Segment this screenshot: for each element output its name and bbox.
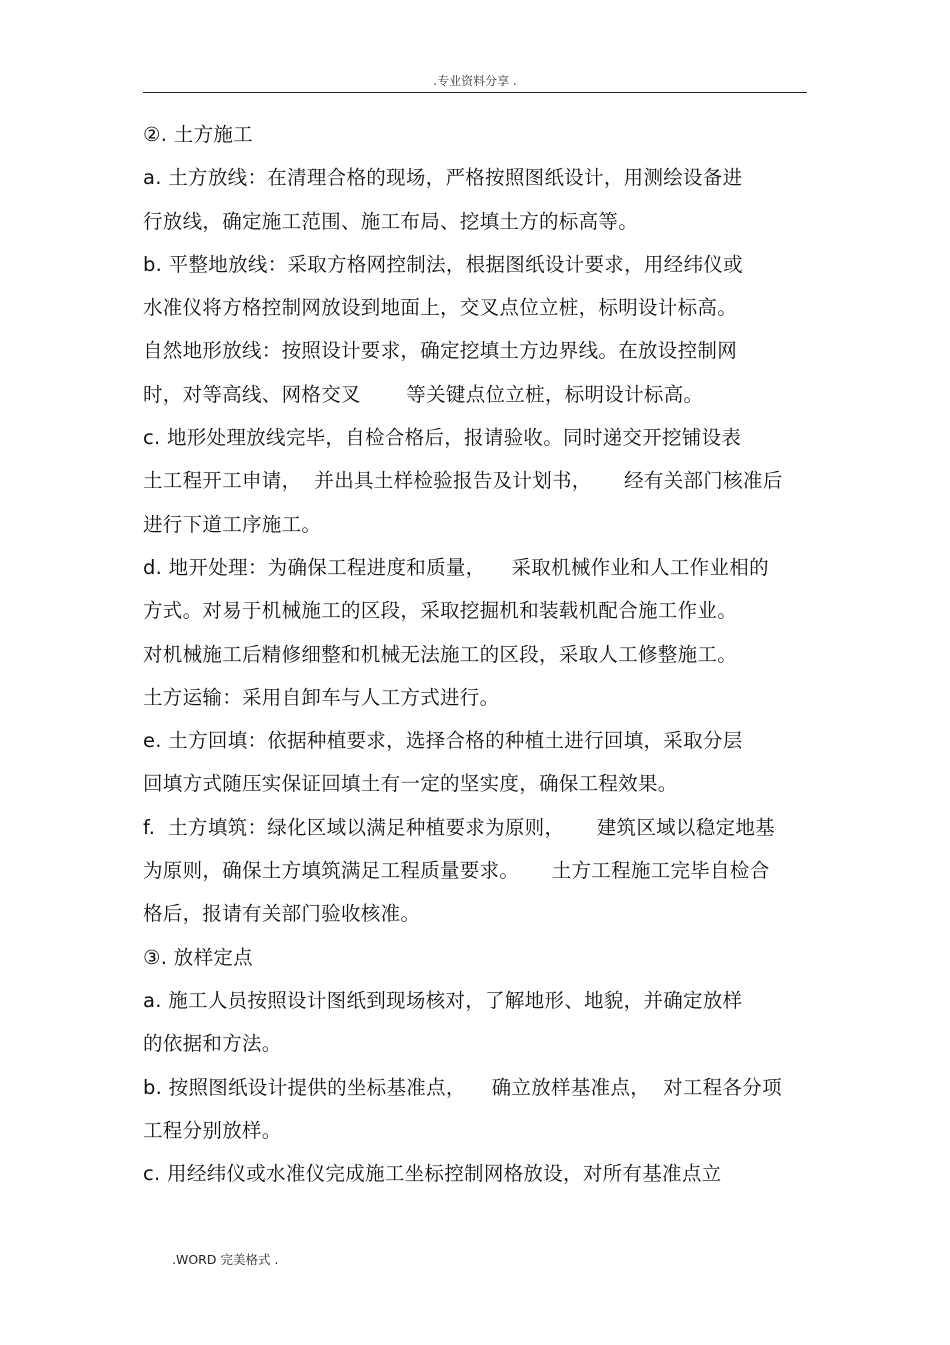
page-footer: .WORD 完美格式 . [172, 1252, 279, 1267]
text-line: 土方运输：采用自卸车与人工方式进行。 [143, 685, 500, 709]
text-line: 时，对等高线、网格交叉 等关键点位立桩，标明设计标高。 [143, 382, 704, 406]
text-line: 格后，报请有关部门验收核准。 [143, 902, 421, 926]
text-line: 回填方式随压实保证回填土有一定的坚实度，确保工程效果。 [143, 772, 678, 796]
header-text: .专业资料分享 . [433, 74, 517, 88]
text-line: a. 施工人员按照设计图纸到现场核对，了解地形、地貌，并确定放样 [143, 988, 743, 1012]
text-line: 行放线，确定施工范围、施工布局、挖填土方的标高等。 [143, 209, 639, 233]
text-line: 土工程开工申请， 并出具土样检验报告及计划书， 经有关部门核准后 [143, 469, 783, 493]
text-line: c. 地形处理放线完毕，自检合格后，报请验收。同时递交开挖铺设表 [143, 426, 742, 450]
text-line: 工程分别放样。 [143, 1118, 282, 1142]
document-body [143, 113, 823, 1195]
text-line: 为原则，确保土方填筑满足工程质量要求。 土方工程施工完毕自检合 [143, 859, 770, 883]
text-line: 自然地形放线：按照设计要求，确定挖填土方边界线。在放设控制网 [143, 339, 738, 363]
text-line: 方式。对易于机械施工的区段，采取挖掘机和装载机配合施工作业。 [143, 599, 738, 623]
text-line: f. 土方填筑：绿化区域以满足种植要求为原则， 建筑区域以稳定地基 [143, 815, 775, 839]
text-line: e. 土方回填：依据种植要求，选择合格的种植土进行回填，采取分层 [143, 729, 743, 753]
text-line: a. 土方放线：在清理合格的现场，严格按照图纸设计，用测绘设备进 [143, 166, 743, 190]
text-line: 对机械施工后精修细整和机械无法施工的区段，采取人工修整施工。 [143, 642, 738, 666]
section-heading: ③. 放样定点 [143, 945, 253, 969]
text-line: b. 平整地放线：采取方格网控制法，根据图纸设计要求，用经纬仪或 [143, 252, 743, 276]
section-heading: ②. 土方施工 [143, 123, 253, 146]
text-line: b. 按照图纸设计提供的坐标基准点， 确立放样基准点， 对工程各分项 [143, 1075, 782, 1099]
text-line: c. 用经纬仪或水准仪完成施工坐标控制网格放设，对所有基准点立 [143, 1162, 722, 1186]
page-header [143, 70, 807, 93]
text-line: 进行下道工序施工。 [143, 512, 322, 536]
text-line: 水准仪将方格控制网放设到地面上，交叉点位立桩，标明设计标高。 [143, 296, 738, 320]
text-line: d. 地开处理：为确保工程进度和质量， 采取机械作业和人工作业相的 [143, 555, 769, 579]
text-line: 的依据和方法。 [143, 1032, 282, 1056]
